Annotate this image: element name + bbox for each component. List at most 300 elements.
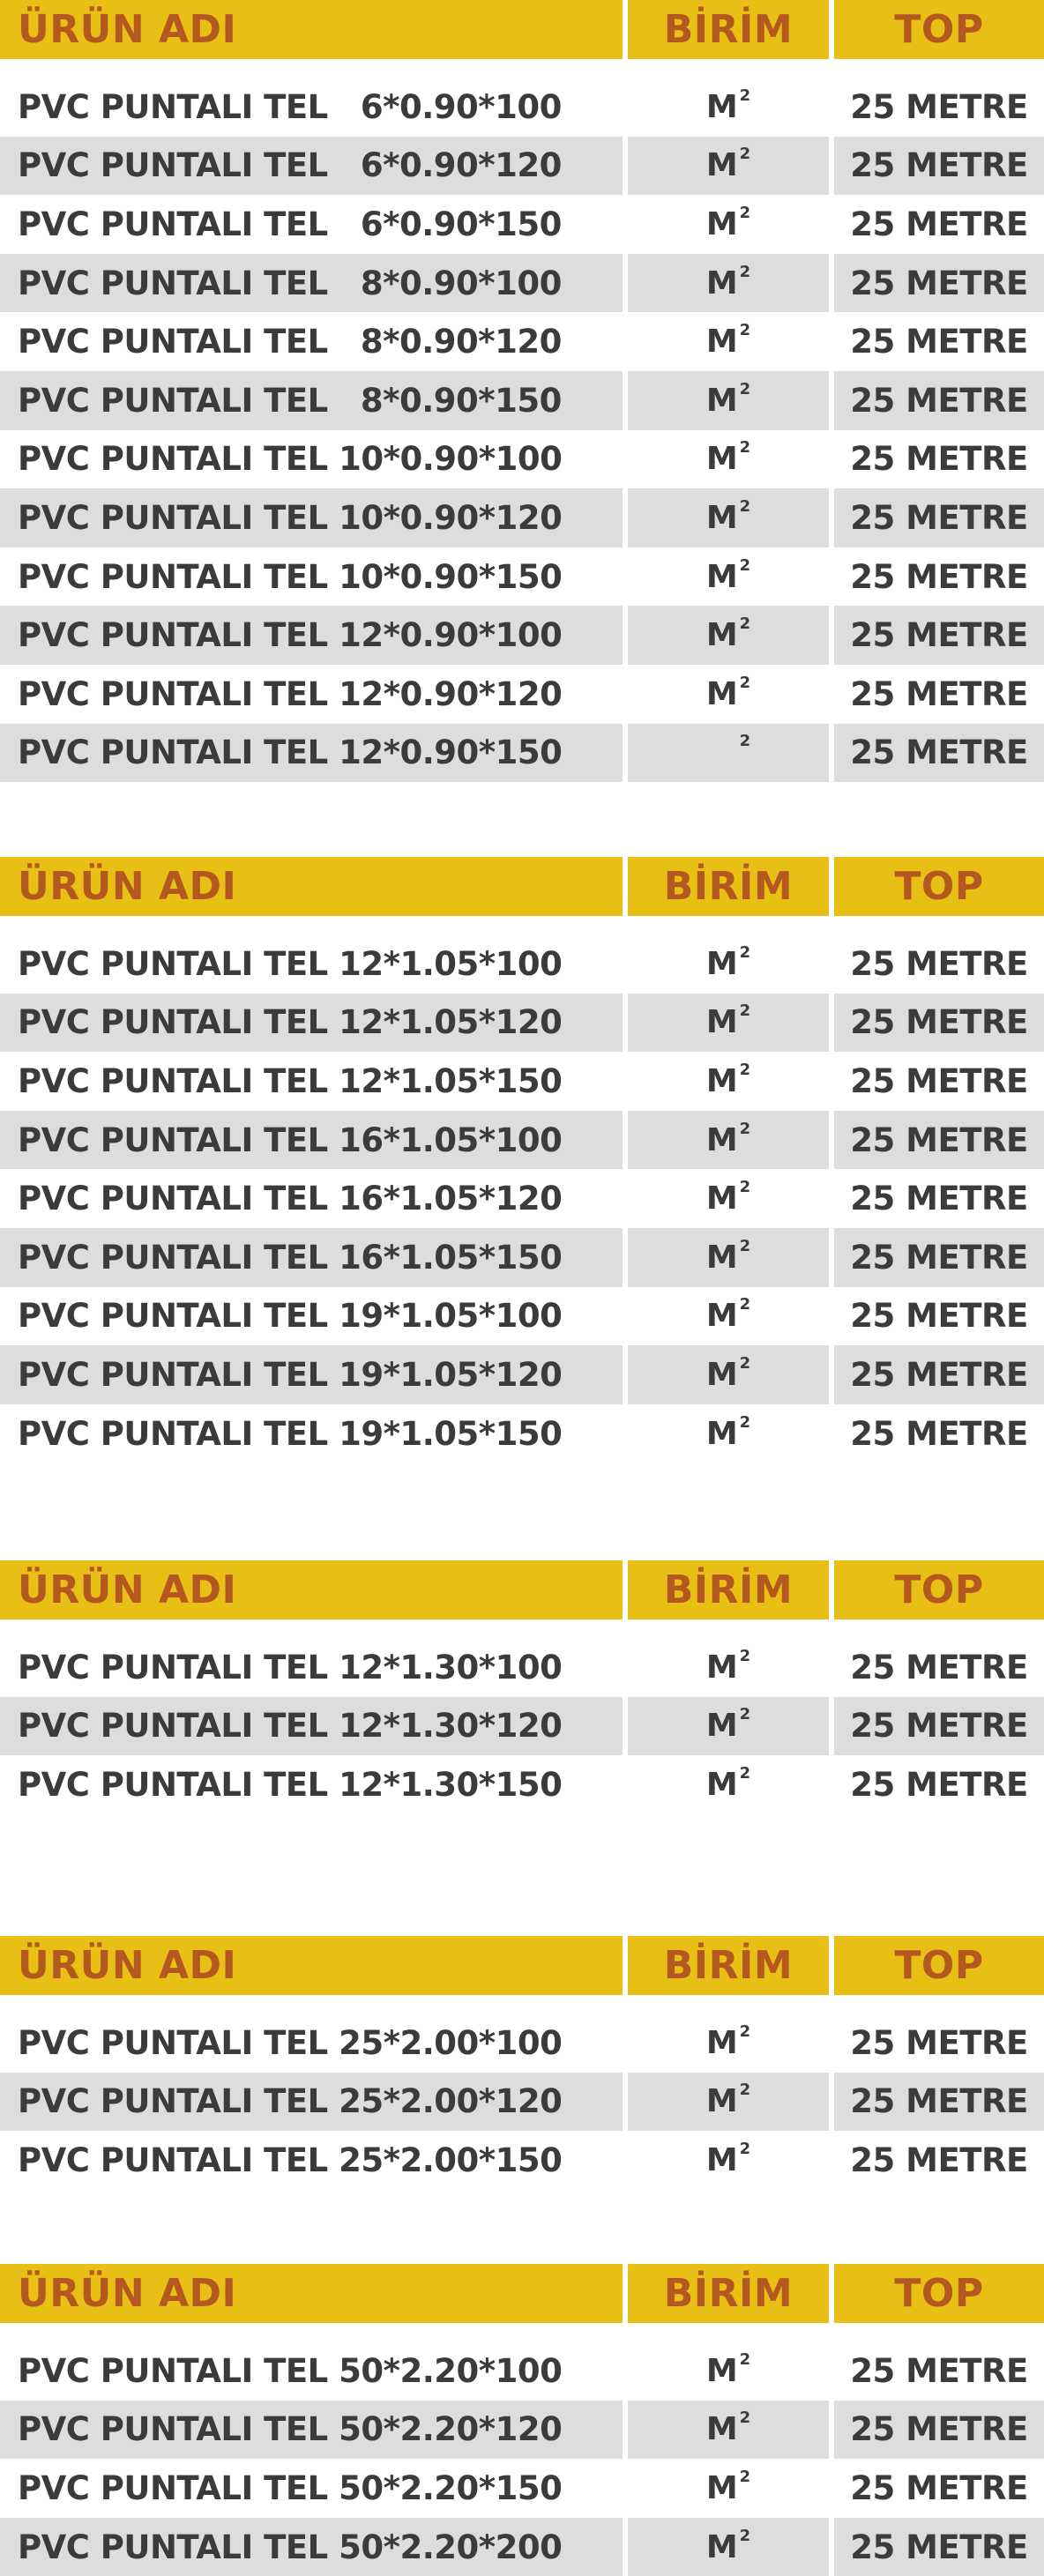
product-name: PVC PUNTALI TEL 6*0.90*120	[18, 146, 562, 185]
product-name: PVC PUNTALI TEL 12*0.90*150	[18, 733, 563, 772]
unit-cell	[628, 665, 829, 724]
top-value: 25 METRE	[850, 1707, 1028, 1746]
unit-value	[705, 1295, 751, 1335]
product-name: PVC PUNTALI TEL 25*2.00*150	[18, 2140, 563, 2179]
header-top: TOP	[894, 1942, 984, 1988]
product-name: PVC PUNTALI TEL 50*2.20*150	[18, 2468, 563, 2507]
top-value: 25 METRE	[850, 146, 1028, 185]
unit-superscript: 2	[739, 2467, 751, 2486]
product-name-cell	[0, 2131, 623, 2190]
top-value: 25 METRE	[850, 2082, 1028, 2121]
product-name-cell	[0, 1638, 623, 1697]
unit-base: M	[705, 2469, 738, 2506]
header-product-name-cell	[0, 2264, 623, 2323]
product-table	[0, 2264, 1044, 2576]
top-cell	[834, 78, 1044, 137]
table-row	[0, 1228, 1044, 1287]
top-value: 25 METRE	[850, 205, 1028, 243]
top-value: 25 METRE	[850, 674, 1028, 713]
top-cell	[834, 547, 1044, 607]
unit-base: M	[705, 1298, 738, 1335]
unit-value	[706, 147, 750, 183]
unit-cell	[628, 547, 829, 607]
product-name-cell	[0, 430, 623, 489]
top-cell	[834, 371, 1044, 430]
unit-base: M	[705, 1415, 738, 1452]
table-row	[0, 1697, 1044, 1756]
product-name-cell	[0, 1111, 623, 1170]
table-row	[0, 547, 1044, 607]
unit-base: M	[705, 1649, 738, 1686]
unit-value	[705, 1236, 751, 1276]
product-name-cell	[0, 371, 623, 430]
top-value: 25 METRE	[850, 1238, 1028, 1277]
header-unit: BİRİM	[663, 863, 794, 909]
top-value: 25 METRE	[850, 1003, 1028, 1042]
top-value: 25 METRE	[850, 381, 1028, 420]
unit-value	[705, 438, 751, 478]
header-unit: BİRİM	[663, 1942, 794, 1988]
header-unit-cell	[628, 857, 829, 916]
table-row	[0, 934, 1044, 994]
top-value: 25 METRE	[850, 2468, 1028, 2507]
top-value: 25 METRE	[850, 498, 1028, 537]
unit-value	[705, 496, 751, 536]
unit-superscript: 2	[739, 86, 751, 105]
product-name: PVC PUNTALI TEL 6*0.90*100	[18, 87, 562, 126]
top-value: 25 METRE	[850, 2351, 1028, 2390]
top-cell	[834, 312, 1044, 371]
header-top: TOP	[894, 1567, 984, 1612]
unit-base: M	[705, 499, 738, 536]
unit-base: M	[705, 1180, 738, 1217]
header-top-cell	[834, 2264, 1044, 2323]
unit-cell	[628, 934, 829, 994]
unit-value	[705, 2139, 751, 2178]
product-name: PVC PUNTALI TEL 16*1.05*150	[18, 1238, 563, 1277]
unit-superscript: 2	[739, 1646, 751, 1665]
product-name: PVC PUNTALI TEL 19*1.05*100	[18, 1297, 563, 1336]
top-value: 25 METRE	[850, 2528, 1028, 2566]
unit-base: M	[705, 2352, 738, 2389]
table-row	[0, 1287, 1044, 1346]
top-cell	[834, 2073, 1044, 2132]
unit-superscript: 2	[739, 1119, 751, 1138]
unit-base: M	[705, 617, 738, 654]
unit-base: M	[705, 2024, 738, 2061]
header-product-name-cell	[0, 0, 623, 59]
header-unit: BİRİM	[663, 2270, 794, 2316]
unit-superscript: 2	[739, 438, 751, 458]
header-top-cell	[834, 1936, 1044, 1995]
top-cell	[834, 430, 1044, 489]
product-name-cell	[0, 195, 623, 254]
table-row	[0, 1404, 1044, 1463]
top-cell	[834, 254, 1044, 313]
table-row	[0, 137, 1044, 196]
product-name-cell	[0, 2341, 623, 2401]
product-name: PVC PUNTALI TEL 50*2.20*100	[18, 2351, 563, 2390]
top-cell	[834, 1755, 1044, 1814]
unit-superscript: 2	[739, 1412, 751, 1432]
unit-value	[705, 1646, 751, 1686]
header-unit-cell	[628, 0, 829, 59]
unit-base: M	[705, 441, 738, 478]
header-top-cell	[834, 0, 1044, 59]
unit-superscript: 2	[739, 1178, 751, 1197]
table-row	[0, 2014, 1044, 2073]
header-product-name: ÜRÜN ADI	[18, 2270, 237, 2316]
product-name: PVC PUNTALI TEL 16*1.05*120	[18, 1180, 563, 1218]
product-name-cell	[0, 1287, 623, 1346]
product-name: PVC PUNTALI TEL 50*2.20*200	[18, 2528, 563, 2566]
unit-base: M	[705, 205, 738, 242]
unit-cell	[628, 2341, 829, 2401]
unit-value	[706, 2083, 750, 2119]
product-name-cell	[0, 934, 623, 994]
unit-cell	[628, 1404, 829, 1463]
unit-base: M	[705, 945, 738, 982]
table-row	[0, 1169, 1044, 1228]
unit-base: M	[705, 382, 738, 419]
product-name-cell	[0, 254, 623, 313]
top-cell	[834, 1052, 1044, 1111]
table-row	[0, 665, 1044, 724]
product-name: PVC PUNTALI TEL 50*2.20*120	[18, 2410, 563, 2449]
table-row	[0, 195, 1044, 254]
unit-value	[705, 1001, 751, 1041]
header-product-name: ÜRÜN ADI	[18, 1567, 237, 1612]
unit-superscript: 2	[739, 1705, 751, 1724]
table-row	[0, 488, 1044, 547]
unit-superscript: 2	[739, 2081, 751, 2100]
product-name: PVC PUNTALI TEL 16*1.05*100	[18, 1120, 563, 1159]
unit-value	[705, 2021, 751, 2061]
unit-value	[705, 673, 751, 712]
product-name-cell	[0, 1755, 623, 1814]
header-product-name: ÜRÜN ADI	[18, 6, 237, 52]
product-name-cell	[0, 2073, 623, 2132]
top-cell	[834, 2401, 1044, 2460]
unit-base: M	[705, 2141, 738, 2178]
unit-superscript: 2	[739, 496, 751, 516]
unit-value	[705, 86, 751, 125]
product-name: PVC PUNTALI TEL 12*1.30*100	[18, 1648, 563, 1686]
table-row	[0, 2073, 1044, 2132]
table-row	[0, 724, 1044, 783]
product-name-cell	[0, 1345, 623, 1404]
product-name-cell	[0, 312, 623, 371]
top-value: 25 METRE	[850, 87, 1028, 126]
table-row	[0, 1052, 1044, 1111]
product-name: PVC PUNTALI TEL 12*0.90*100	[18, 616, 563, 655]
top-cell	[834, 2459, 1044, 2518]
unit-cell	[628, 1052, 829, 1111]
product-name: PVC PUNTALI TEL 12*1.05*120	[18, 1003, 563, 1042]
product-name-cell	[0, 606, 623, 665]
unit-base: M	[705, 2528, 738, 2565]
unit-cell	[628, 2459, 829, 2518]
unit-superscript: 2	[739, 2526, 751, 2545]
unit-cell	[628, 254, 829, 313]
table-row	[0, 2401, 1044, 2460]
top-cell	[834, 665, 1044, 724]
unit-value	[705, 2408, 751, 2448]
product-name-cell	[0, 724, 623, 783]
product-name: PVC PUNTALI TEL 8*0.90*150	[18, 381, 562, 420]
unit-superscript: 2	[739, 1060, 751, 1079]
product-name-cell	[0, 1404, 623, 1463]
unit-cell	[628, 137, 829, 196]
unit-cell	[628, 1287, 829, 1346]
product-name-cell	[0, 137, 623, 196]
unit-superscript: 2	[739, 555, 751, 575]
product-table	[0, 0, 1044, 782]
unit-cell	[628, 1111, 829, 1170]
unit-superscript: 2	[739, 2408, 751, 2428]
unit-cell	[628, 312, 829, 371]
top-cell	[834, 1404, 1044, 1463]
top-value: 25 METRE	[850, 557, 1028, 596]
unit-value	[705, 1060, 751, 1099]
unit-base: M	[705, 1004, 738, 1041]
unit-superscript: 2	[739, 673, 751, 692]
table-row	[0, 1111, 1044, 1170]
unit-cell	[628, 1345, 829, 1404]
top-value: 25 METRE	[850, 1297, 1028, 1336]
unit-value	[706, 1180, 750, 1217]
top-cell	[834, 1345, 1044, 1404]
unit-cell	[628, 1638, 829, 1697]
table-row	[0, 1638, 1044, 1697]
unit-value	[705, 2526, 751, 2565]
product-name-cell	[0, 78, 623, 137]
unit-value	[705, 1119, 751, 1158]
top-value: 25 METRE	[850, 1061, 1028, 1100]
product-name-cell	[0, 488, 623, 547]
unit-base: M	[705, 675, 738, 712]
table-row	[0, 2459, 1044, 2518]
unit-cell	[628, 1755, 829, 1814]
top-cell	[834, 1228, 1044, 1287]
unit-cell	[628, 994, 829, 1053]
unit-value	[705, 614, 751, 654]
product-name: PVC PUNTALI TEL 25*2.00*100	[18, 2023, 563, 2062]
top-cell	[834, 934, 1044, 994]
table-row	[0, 994, 1044, 1053]
unit-base: M	[705, 324, 738, 361]
product-name: PVC PUNTALI TEL 12*1.05*100	[18, 944, 563, 983]
table-header	[0, 0, 1044, 78]
product-name-cell	[0, 2401, 623, 2460]
top-value: 25 METRE	[850, 2410, 1028, 2449]
unit-cell	[628, 1169, 829, 1228]
unit-cell	[628, 430, 829, 489]
unit-cell	[628, 2073, 829, 2132]
top-cell	[834, 1638, 1044, 1697]
header-unit-cell	[628, 1936, 829, 1995]
table-header	[0, 1560, 1044, 1638]
product-table	[0, 1560, 1044, 1814]
unit-superscript: 2	[739, 145, 751, 164]
top-value: 25 METRE	[850, 2023, 1028, 2062]
product-name: PVC PUNTALI TEL 8*0.90*100	[18, 264, 562, 302]
unit-value	[705, 203, 751, 242]
header-top: TOP	[894, 2270, 984, 2316]
unit-base: M	[705, 1356, 738, 1393]
table-row	[0, 371, 1044, 430]
top-value: 25 METRE	[850, 1414, 1028, 1453]
header-product-name-cell	[0, 1936, 623, 1995]
top-value: 25 METRE	[850, 1648, 1028, 1686]
product-name: PVC PUNTALI TEL 10*0.90*120	[18, 498, 563, 537]
unit-value	[705, 1763, 751, 1803]
table-row	[0, 2341, 1044, 2401]
unit-superscript: 2	[739, 2021, 751, 2041]
product-name: PVC PUNTALI TEL 6*0.90*150	[18, 205, 562, 243]
table-header	[0, 1936, 1044, 2014]
header-product-name: ÜRÜN ADI	[18, 863, 237, 909]
top-value: 25 METRE	[850, 1765, 1028, 1804]
header-top-cell	[834, 1560, 1044, 1619]
top-cell	[834, 1697, 1044, 1756]
unit-cell	[628, 195, 829, 254]
top-cell	[834, 1287, 1044, 1346]
unit-cell	[628, 724, 829, 783]
unit-cell	[628, 1697, 829, 1756]
table-row	[0, 78, 1044, 137]
top-cell	[834, 2014, 1044, 2073]
unit-cell	[628, 2401, 829, 2460]
unit-value	[705, 379, 751, 419]
table-row	[0, 312, 1044, 371]
unit-base: M	[705, 1121, 738, 1158]
unit-base: M	[705, 147, 738, 184]
top-value: 25 METRE	[850, 440, 1028, 479]
unit-cell	[628, 78, 829, 137]
unit-superscript: 2	[739, 732, 751, 751]
top-cell	[834, 606, 1044, 665]
product-name: PVC PUNTALI TEL 12*1.30*120	[18, 1707, 563, 1746]
product-name-cell	[0, 1697, 623, 1756]
header-unit-cell	[628, 1560, 829, 1619]
unit-superscript: 2	[739, 1001, 751, 1021]
table-row	[0, 1345, 1044, 1404]
unit-base: M	[705, 1239, 738, 1276]
top-cell	[834, 2518, 1044, 2576]
unit-superscript: 2	[739, 262, 751, 281]
top-value: 25 METRE	[850, 1180, 1028, 1218]
header-unit: BİRİM	[663, 6, 794, 52]
header-product-name-cell	[0, 1560, 623, 1619]
table-row	[0, 2131, 1044, 2190]
top-value: 25 METRE	[850, 616, 1028, 655]
product-name: PVC PUNTALI TEL 12*1.30*150	[18, 1765, 563, 1804]
header-top: TOP	[894, 863, 984, 909]
unit-value	[705, 262, 751, 302]
top-value: 25 METRE	[850, 1355, 1028, 1394]
header-unit-cell	[628, 2264, 829, 2323]
table-header	[0, 2264, 1044, 2341]
unit-cell	[628, 2518, 829, 2576]
product-name: PVC PUNTALI TEL 25*2.00*120	[18, 2082, 563, 2121]
unit-base: M	[705, 1766, 738, 1803]
unit-cell	[628, 371, 829, 430]
unit-superscript: 2	[739, 379, 751, 398]
unit-base: M	[705, 2083, 738, 2120]
product-name-cell	[0, 1052, 623, 1111]
product-name: PVC PUNTALI TEL 19*1.05*150	[18, 1414, 563, 1453]
unit-superscript: 2	[739, 321, 751, 340]
top-value: 25 METRE	[850, 323, 1028, 361]
product-table	[0, 1936, 1044, 2190]
top-cell	[834, 488, 1044, 547]
top-value: 25 METRE	[850, 944, 1028, 983]
product-name: PVC PUNTALI TEL 12*0.90*120	[18, 674, 563, 713]
unit-value	[705, 1353, 751, 1393]
product-name-cell	[0, 2518, 623, 2576]
top-cell	[834, 724, 1044, 783]
table-row	[0, 254, 1044, 313]
unit-value	[705, 321, 751, 361]
top-cell	[834, 1111, 1044, 1170]
unit-cell	[628, 2014, 829, 2073]
top-value: 25 METRE	[850, 733, 1028, 772]
unit-cell	[628, 488, 829, 547]
unit-superscript: 2	[739, 2139, 751, 2158]
product-name-cell	[0, 1169, 623, 1228]
unit-value	[705, 942, 751, 982]
top-value: 25 METRE	[850, 1120, 1028, 1159]
header-top: TOP	[894, 6, 984, 52]
header-product-name-cell	[0, 857, 623, 916]
unit-superscript: 2	[739, 2349, 751, 2369]
unit-base: M	[705, 1062, 738, 1099]
unit-base: M	[705, 1708, 738, 1745]
table-row	[0, 606, 1044, 665]
product-name-cell	[0, 547, 623, 607]
product-name: PVC PUNTALI TEL 12*1.05*150	[18, 1061, 563, 1100]
table-row	[0, 1755, 1044, 1814]
product-table	[0, 857, 1044, 1463]
unit-base: M	[705, 264, 738, 302]
top-cell	[834, 2131, 1044, 2190]
product-name-cell	[0, 1228, 623, 1287]
header-unit: BİRİM	[663, 1567, 794, 1612]
product-name: PVC PUNTALI TEL 10*0.90*150	[18, 557, 563, 596]
unit-value	[705, 1412, 751, 1452]
top-cell	[834, 195, 1044, 254]
product-name: PVC PUNTALI TEL 8*0.90*120	[18, 323, 562, 361]
table-header	[0, 857, 1044, 934]
unit-cell	[628, 1228, 829, 1287]
top-cell	[834, 137, 1044, 196]
top-cell	[834, 2341, 1044, 2401]
unit-value	[705, 555, 751, 595]
product-name-cell	[0, 665, 623, 724]
unit-value	[705, 1705, 751, 1745]
product-name-cell	[0, 2014, 623, 2073]
product-name: PVC PUNTALI TEL 19*1.05*120	[18, 1355, 563, 1394]
unit-base: M	[705, 2411, 738, 2448]
unit-superscript: 2	[739, 1295, 751, 1314]
header-top-cell	[834, 857, 1044, 916]
unit-base: M	[705, 88, 738, 125]
unit-cell	[628, 606, 829, 665]
top-value: 25 METRE	[850, 2140, 1028, 2179]
unit-base: M	[705, 558, 738, 595]
table-row	[0, 430, 1044, 489]
